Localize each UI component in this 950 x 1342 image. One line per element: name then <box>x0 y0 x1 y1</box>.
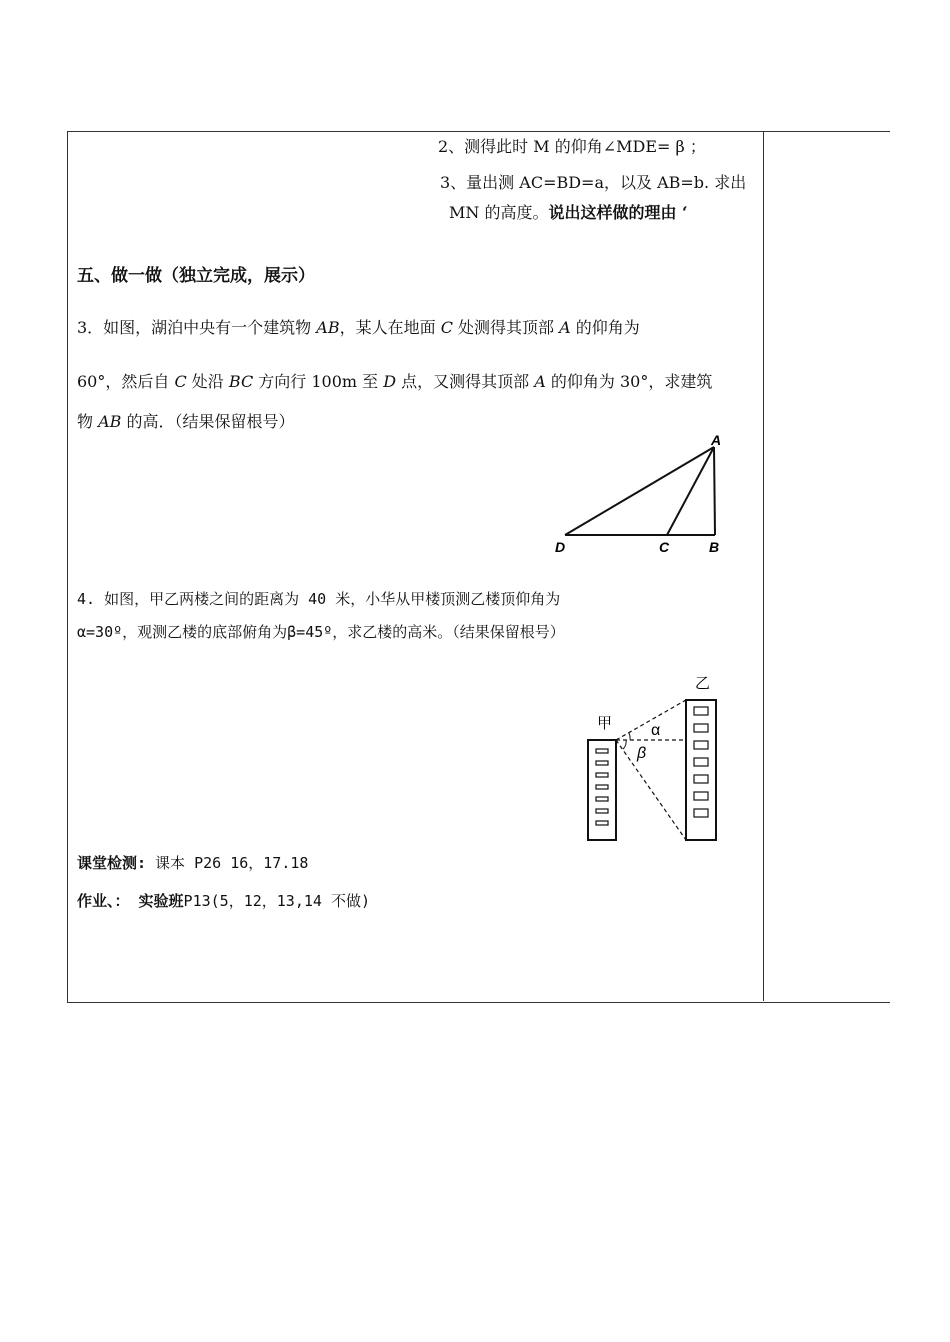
beta-arc <box>623 740 626 749</box>
label-b: B <box>709 539 720 555</box>
windows-yi <box>694 707 708 817</box>
p3-l3-a: 物 <box>77 412 99 431</box>
label-c: C <box>659 539 670 555</box>
p3-l1-d: C <box>440 318 453 337</box>
step-3-reason: 说出这样做的理由 ‘ <box>548 203 688 222</box>
line-ab <box>714 447 715 535</box>
problem-4-figure <box>585 672 725 844</box>
p3-l2-a: 60°，然后自 <box>77 372 175 391</box>
p3-l1-c: ，某人在地面 <box>339 318 441 337</box>
p3-l1-e: 处测得其顶部 <box>452 318 560 337</box>
problem-3-line-3 <box>77 411 295 433</box>
building-yi <box>686 700 716 840</box>
p3-l2-c: 处沿 <box>186 372 229 391</box>
problem-3-line-1 <box>77 317 640 339</box>
homework-value: P13(5，12，13,14 不做) <box>183 892 370 910</box>
windows-jia <box>596 749 608 825</box>
label-jia: 甲 <box>597 715 613 732</box>
p3-l1-b: AB <box>316 318 340 337</box>
problem-4-line-2: α=30º，观测乙楼的底部俯角为β=45º，求乙楼的高米。（结果保留根号） <box>77 623 565 641</box>
p3-l1-f: A <box>559 318 571 337</box>
p3-l2-i: 的仰角为 30°，求建筑 <box>545 372 713 391</box>
p3-l2-f: D <box>383 372 397 391</box>
step-3-text: MN 的高度。 <box>449 203 549 222</box>
label-a: A <box>711 432 722 448</box>
p3-l2-g: 点，又测得其顶部 <box>396 372 535 391</box>
p3-l1-g: 的仰角为 <box>570 318 640 337</box>
line-da <box>565 447 714 535</box>
label-d: D <box>555 539 566 555</box>
section-heading: 五、做一做（独立完成，展示） <box>77 266 315 286</box>
alpha-arc <box>629 733 630 740</box>
p3-l2-b: C <box>174 372 187 391</box>
step-3-line-1: 3、量出测 AC=BD=a，以及 AB=b. 求出 <box>440 173 747 192</box>
problem-4-line-1: 4. 如图，甲乙两楼之间的距离为 40 米，小华从甲楼顶测乙楼顶仰角为 <box>77 590 561 608</box>
class-check <box>77 852 308 874</box>
problem-3-figure <box>545 425 735 560</box>
label-yi: 乙 <box>695 675 711 692</box>
class-check-value: 课本 P26 16，17.18 <box>146 854 309 872</box>
class-check-label: 课堂检测: <box>77 854 147 872</box>
p3-l1-a: 3．如图，湖泊中央有一个建筑物 <box>77 318 317 337</box>
table-column-divider <box>763 131 764 1001</box>
label-beta: β <box>637 745 647 762</box>
problem-3-line-2 <box>77 371 712 393</box>
p3-l2-d: BC <box>228 372 254 391</box>
homework <box>77 890 370 912</box>
p3-l3-c: 的高．（结果保留根号） <box>121 412 295 431</box>
step-3-line-2 <box>449 202 688 224</box>
p3-l2-e: 方向行 100m 至 <box>253 372 384 391</box>
label-alpha: α <box>651 722 661 739</box>
p3-l2-h: A <box>534 372 546 391</box>
step-2: 2、测得此时 M 的仰角∠MDE= β ； <box>438 137 706 156</box>
p3-l3-b: AB <box>98 412 122 431</box>
sight-line-bottom <box>616 740 686 840</box>
homework-label: 作业、： 实验班 <box>77 892 184 910</box>
